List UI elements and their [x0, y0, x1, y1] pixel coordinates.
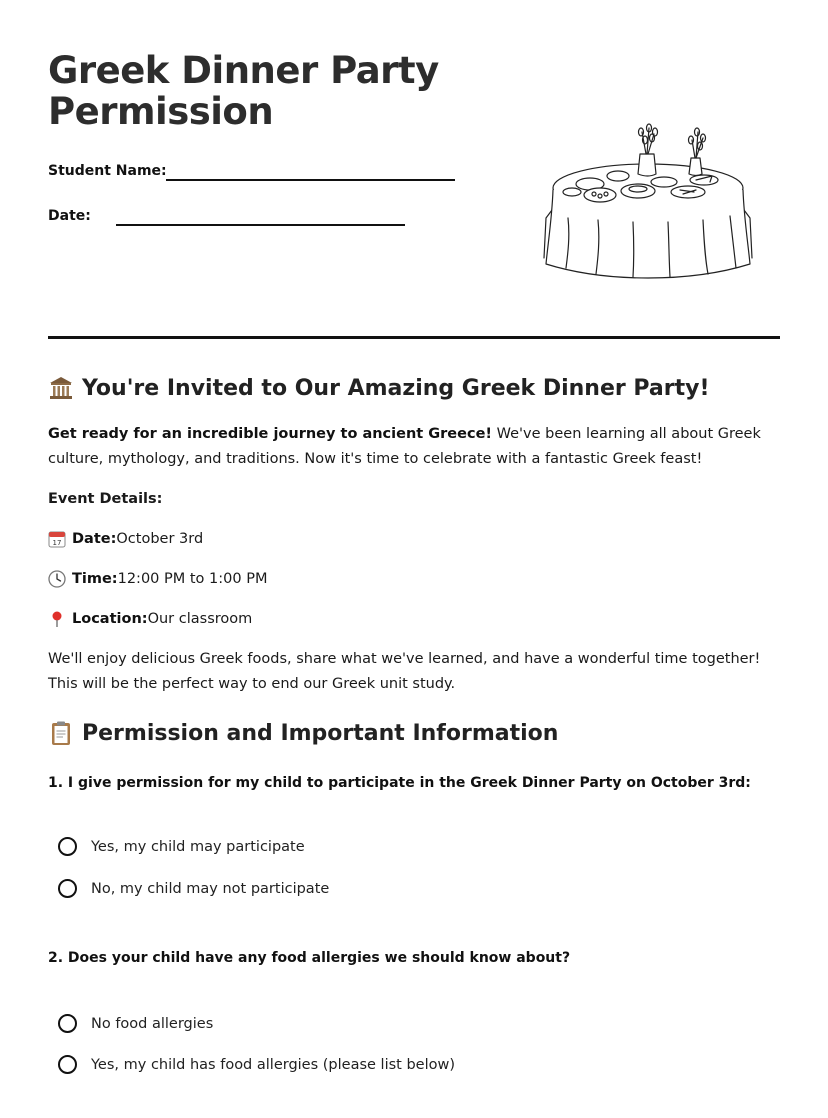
invite-heading-text: You're Invited to Our Amazing Greek Dinner Party!: [82, 375, 710, 401]
event-details-label: Event Details:: [48, 491, 163, 507]
header-divider: [48, 336, 780, 339]
option-no-allergies[interactable]: [58, 1014, 213, 1033]
dinner-table-illustration: [538, 118, 758, 288]
invite-heading: [48, 375, 710, 401]
radio-button[interactable]: [58, 879, 77, 898]
option-has-allergies[interactable]: [58, 1055, 455, 1074]
option-participate-no[interactable]: [58, 879, 329, 898]
intro-rest: We've been learning all about Greek culture, mythology, and traditions. Now it's time to celebrate with a fantastic Greek feast!: [48, 426, 761, 467]
option-participate-yes[interactable]: [58, 837, 305, 856]
detail-location-label: Location:: [72, 611, 148, 627]
detail-time-label: Time:: [72, 571, 118, 587]
radio-button[interactable]: [58, 1014, 77, 1033]
pushpin-icon: [48, 610, 66, 628]
title-line-1: Greek Dinner Party: [48, 49, 439, 92]
permission-heading: [48, 720, 558, 746]
svg-text:17: 17: [52, 539, 62, 547]
question-2: 2. Does your child have any food allergies we should know about?: [48, 950, 571, 966]
calendar-icon: [48, 530, 66, 548]
detail-time: [48, 569, 267, 589]
document-page: [48, 0, 780, 1073]
detail-location: [48, 609, 252, 629]
detail-time-value: 12:00 PM to 1:00 PM: [117, 571, 268, 587]
date-row: [48, 201, 91, 225]
closing-paragraph: We'll enjoy delicious Greek foods, share what we've learned, and have a wonderful time together! This will be the perfect way to end our Greek unit study.: [48, 651, 761, 692]
detail-date-value: October 3rd: [116, 531, 204, 547]
clock-icon: [48, 570, 66, 588]
title-line-2: Permission: [48, 90, 274, 133]
radio-button[interactable]: [58, 837, 77, 856]
classical-building-icon: [48, 375, 74, 401]
option-label: Yes, my child has food allergies (please list below): [91, 1056, 455, 1073]
date-field[interactable]: [116, 224, 405, 226]
permission-heading-text: Permission and Important Information: [82, 720, 559, 746]
page-title: [48, 50, 439, 132]
date-label: Date:: [48, 208, 91, 224]
option-label: Yes, my child may participate: [91, 838, 305, 855]
student-name-row: [48, 156, 167, 180]
detail-location-value: Our classroom: [147, 611, 253, 627]
student-name-label: Student Name:: [48, 163, 167, 179]
radio-button[interactable]: [58, 1055, 77, 1074]
option-label: No food allergies: [91, 1015, 214, 1032]
header: [48, 0, 780, 340]
clipboard-icon: [48, 720, 74, 746]
intro-bold: Get ready for an incredible journey to ancient Greece!: [48, 426, 493, 442]
option-label: No, my child may not participate: [91, 880, 330, 897]
question-1: 1. I give permission for my child to participate in the Greek Dinner Party on October 3rd:: [48, 775, 751, 791]
intro-paragraph: [48, 422, 776, 472]
student-name-field[interactable]: [166, 179, 455, 181]
detail-date-label: Date:: [72, 531, 117, 547]
detail-date: [48, 529, 203, 549]
